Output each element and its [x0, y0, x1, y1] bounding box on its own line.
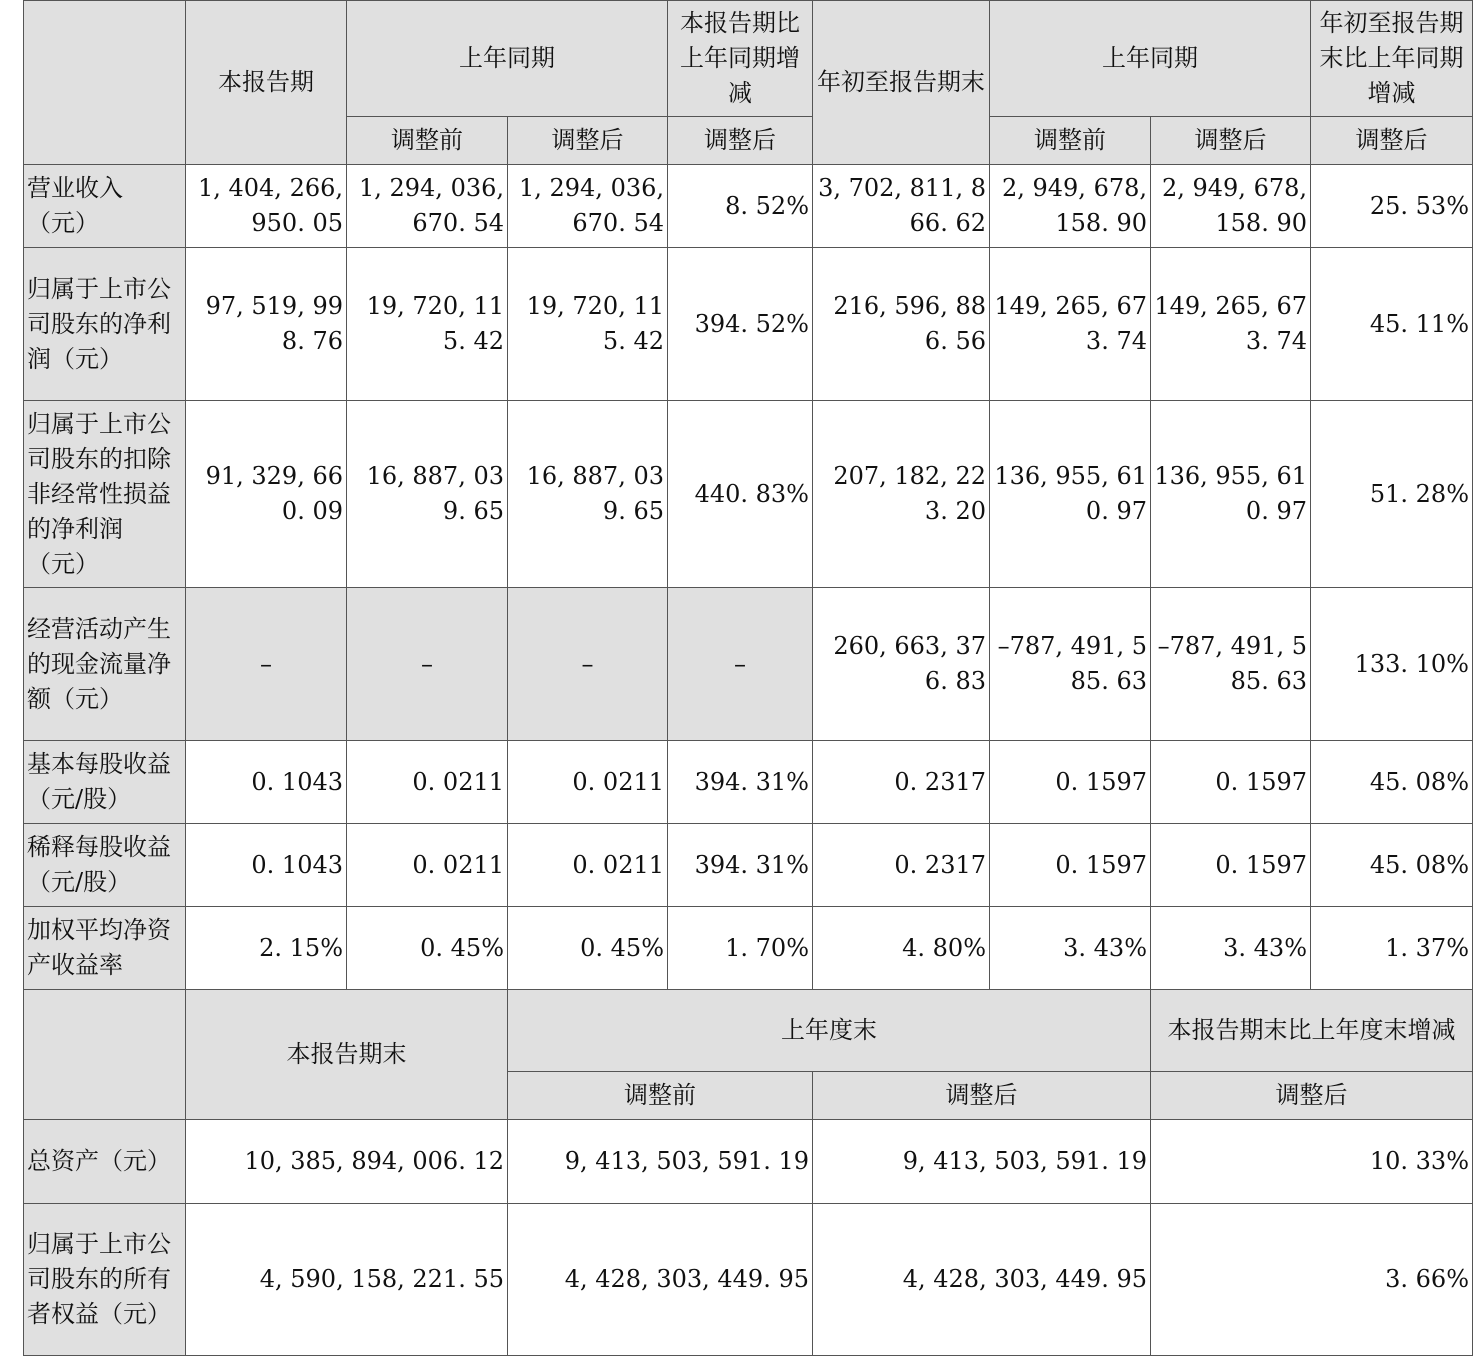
value-cell: 207, 182, 223. 20 [813, 401, 990, 588]
value-cell: 19, 720, 115. 42 [508, 248, 668, 401]
table-row [24, 741, 1473, 824]
value-cell: –787, 491, 585. 63 [1151, 588, 1311, 741]
value-cell: 0. 0211 [508, 824, 668, 907]
header-before-adjust: 调整前 [990, 117, 1151, 165]
value-cell: 97, 519, 998. 76 [186, 248, 347, 401]
header-after-adjust: 调整后 [1151, 1072, 1473, 1120]
row-label: 稀释每股收益（元/股） [24, 824, 186, 907]
value-cell: 0. 0211 [508, 741, 668, 824]
value-cell: 9, 413, 503, 591. 19 [813, 1120, 1151, 1204]
table-row [24, 165, 1473, 248]
value-cell: 16, 887, 039. 65 [347, 401, 508, 588]
table-row [24, 401, 1473, 588]
header-after-adjust: 调整后 [813, 1072, 1151, 1120]
change-cell: 1. 37% [1311, 907, 1473, 990]
change-cell: 394. 52% [668, 248, 813, 401]
value-cell: 149, 265, 673. 74 [1151, 248, 1311, 401]
header-current-period: 本报告期 [186, 1, 347, 165]
value-cell: 91, 329, 660. 09 [186, 401, 347, 588]
table-row [24, 588, 1473, 741]
change-cell: 394. 31% [668, 741, 813, 824]
value-cell: 0. 1597 [1151, 824, 1311, 907]
value-cell: 0. 2317 [813, 824, 990, 907]
financial-data-table [23, 0, 1473, 1356]
header-prior-year-end: 上年度末 [508, 990, 1151, 1072]
value-cell: 0. 1597 [990, 824, 1151, 907]
change-cell: 45. 08% [1311, 824, 1473, 907]
header-period-end-change: 本报告期末比上年度末增减 [1151, 990, 1473, 1072]
value-cell: 9, 413, 503, 591. 19 [508, 1120, 813, 1204]
value-cell: 4. 80% [813, 907, 990, 990]
header-row-1 [24, 1, 1473, 117]
table-row [24, 1204, 1473, 1356]
value-cell: 0. 1597 [1151, 741, 1311, 824]
value-cell: –787, 491, 585. 63 [990, 588, 1151, 741]
header-after-adjust: 调整后 [508, 117, 668, 165]
row-label: 总资产（元） [24, 1120, 186, 1204]
change-cell: 3. 66% [1151, 1204, 1473, 1356]
value-cell: 260, 663, 376. 83 [813, 588, 990, 741]
table-row [24, 907, 1473, 990]
change-cell: 45. 08% [1311, 741, 1473, 824]
change-cell: 51. 28% [1311, 401, 1473, 588]
value-cell: 1, 404, 266, 950. 05 [186, 165, 347, 248]
header-row-3 [24, 990, 1473, 1072]
header-prior-same-period: 上年同期 [347, 1, 668, 117]
corner-cell [24, 990, 186, 1120]
value-cell: 3. 43% [1151, 907, 1311, 990]
dash-cell: – [668, 588, 813, 741]
change-cell: 25. 53% [1311, 165, 1473, 248]
value-cell: 4, 590, 158, 221. 55 [186, 1204, 508, 1356]
header-qoq-change: 本报告期比上年同期增减 [668, 1, 813, 117]
corner-cell [24, 1, 186, 165]
value-cell: 10, 385, 894, 006. 12 [186, 1120, 508, 1204]
header-before-adjust: 调整前 [347, 117, 508, 165]
value-cell: 3, 702, 811, 866. 62 [813, 165, 990, 248]
row-label: 归属于上市公司股东的净利润（元） [24, 248, 186, 401]
header-ytd-change: 年初至报告期末比上年同期增减 [1311, 1, 1473, 117]
header-ytd: 年初至报告期末 [813, 1, 990, 165]
table-row [24, 1120, 1473, 1204]
value-cell: 2, 949, 678, 158. 90 [1151, 165, 1311, 248]
table-row [24, 824, 1473, 907]
header-after-adjust: 调整后 [668, 117, 813, 165]
change-cell: 8. 52% [668, 165, 813, 248]
value-cell: 2. 15% [186, 907, 347, 990]
row-label: 经营活动产生的现金流量净额（元） [24, 588, 186, 741]
row-label: 归属于上市公司股东的扣除非经常性损益的净利润（元） [24, 401, 186, 588]
header-period-end: 本报告期末 [186, 990, 508, 1120]
value-cell: 1, 294, 036, 670. 54 [508, 165, 668, 248]
change-cell: 10. 33% [1151, 1120, 1473, 1204]
value-cell: 16, 887, 039. 65 [508, 401, 668, 588]
value-cell: 0. 1043 [186, 824, 347, 907]
change-cell: 45. 11% [1311, 248, 1473, 401]
change-cell: 394. 31% [668, 824, 813, 907]
value-cell: 3. 43% [990, 907, 1151, 990]
dash-cell: – [347, 588, 508, 741]
row-label: 基本每股收益（元/股） [24, 741, 186, 824]
change-cell: 440. 83% [668, 401, 813, 588]
row-label: 营业收入（元） [24, 165, 186, 248]
value-cell: 136, 955, 610. 97 [1151, 401, 1311, 588]
value-cell: 2, 949, 678, 158. 90 [990, 165, 1151, 248]
value-cell: 4, 428, 303, 449. 95 [508, 1204, 813, 1356]
value-cell: 4, 428, 303, 449. 95 [813, 1204, 1151, 1356]
value-cell: 19, 720, 115. 42 [347, 248, 508, 401]
row-label: 加权平均净资产收益率 [24, 907, 186, 990]
dash-cell: – [186, 588, 347, 741]
row-label: 归属于上市公司股东的所有者权益（元） [24, 1204, 186, 1356]
value-cell: 0. 0211 [347, 824, 508, 907]
value-cell: 0. 1043 [186, 741, 347, 824]
value-cell: 216, 596, 886. 56 [813, 248, 990, 401]
table-row [24, 248, 1473, 401]
header-after-adjust: 调整后 [1311, 117, 1473, 165]
header-before-adjust: 调整前 [508, 1072, 813, 1120]
value-cell: 0. 2317 [813, 741, 990, 824]
dash-cell: – [508, 588, 668, 741]
value-cell: 1, 294, 036, 670. 54 [347, 165, 508, 248]
value-cell: 0. 45% [508, 907, 668, 990]
change-cell: 133. 10% [1311, 588, 1473, 741]
value-cell: 0. 45% [347, 907, 508, 990]
value-cell: 149, 265, 673. 74 [990, 248, 1151, 401]
value-cell: 0. 1597 [990, 741, 1151, 824]
value-cell: 136, 955, 610. 97 [990, 401, 1151, 588]
header-prior-same-period-ytd: 上年同期 [990, 1, 1311, 117]
change-cell: 1. 70% [668, 907, 813, 990]
value-cell: 0. 0211 [347, 741, 508, 824]
header-after-adjust: 调整后 [1151, 117, 1311, 165]
